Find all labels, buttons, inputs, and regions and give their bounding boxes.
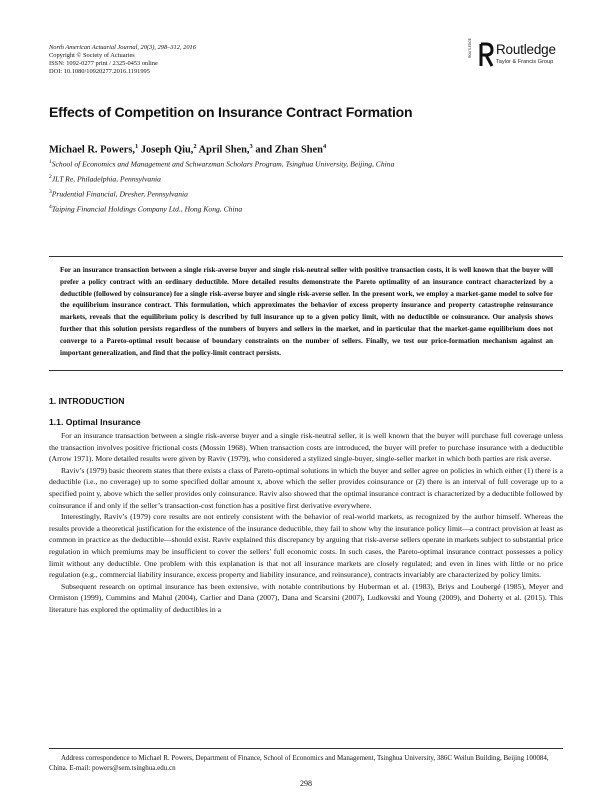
affiliation: $^4$Taiping Financial Holdings Company Ltd., Hong Kong, China (49, 204, 243, 214)
abstract-top-rule (49, 256, 563, 257)
publisher-name: Routledge (496, 42, 556, 57)
copyright-line: Copyright © Society of Actuaries (49, 52, 135, 59)
publisher-logo (468, 38, 572, 68)
affiliation: $^1$School of Economics and Management and Schwarzman Scholars Program, Tsinghua University, Beijing, China (49, 159, 395, 169)
page-number: 298 (300, 779, 312, 788)
affiliation: $^2$JLT Re, Philadelphia, Pennsylvania (49, 174, 161, 184)
body-text (49, 430, 563, 616)
paragraph: Interestingly, Raviv’s (1979) core results are not entirely consistent with the behavior of real-world markets, as recognized by the author himself. Whereas the results provide a theoretical justification for the existence of the insurance deductible, they fail to show why the insurance policy limit—a contract provision at least as common in practice as the deductible—should exist. Raviv explained this discrepancy by arguing that risk-averse sellers operate in markets subject to substantial price regulation in which premiums may be insufficient to cover the sellers’ full economic costs. In such cases, the Pareto-optimal insurance contract possesses a policy limit without any deductible. One problem with this explanation is that not all insurance markets are closely regulated; and even in lines with little or no price regulation (e.g., commercial liability insurance, excess property and liability insurance, and reinsurance), contracts invariably are characterized by policy limits. (49, 512, 563, 580)
author-name: and Zhan Shen (252, 144, 323, 156)
routledge-r-icon (468, 38, 494, 68)
author-sup: 4 (322, 143, 327, 150)
abstract: For an insurance transaction between a single risk-averse buyer and single risk-neutral seller with positive transaction costs, it is well known that the buyer will prefer a policy contract with an ordinary deductible. More detailed results demonstrate the Pareto optimality of an insurance contract characterized by a deductible (followed by coinsurance) for a single risk-averse buyer and single risk-averse seller. In the present work, we employ a market-game model to solve for the equilibrium insurance contract. This formulation, which approximates the behavior of excess property insurance and property catastrophe reinsurance markets, reveals that the equilibrium policy is described by full insurance up to a given policy limit, with no deductible or coinsurance. Our analysis shows further that this solution persists regardless of the numbers of buyers and sellers in the market, and in particular that the market-game equilibrium does not converge to a Pareto-optimal result because of boundary constraints on the number of sellers. Finally, we test our price-formation mechanism against an important generalization, and find that the policy-limit contract persists. (60, 266, 553, 357)
paragraph: Subsequent research on optimal insurance has been extensive, with notable contributions by Huberman et al. (1983), Briys and Loubergé (1985), Meyer and Ormiston (1999), Cummins and Mahul (2004), Carlier and Dana (2007), Dana and Scarsini (2007), Ludkovski and Young (2009), and Doherty et al. (2015). This literature has explored the optimality of deductibles in a (49, 581, 563, 614)
affiliation-list (49, 156, 469, 216)
author-sup: 3 (249, 143, 253, 150)
paragraph: Raviv’s (1979) basic theorem states that there exists a class of Pareto-optimal solutions in which the buyer and seller agree on policies in which either (1) there is a deductible (i.e., no coverage) up to some specified dollar amount x, above which the seller provides coinsurance or (2) there is an interval of full coverage up to a specified point y, above which the seller provides only coinsurance. Raviv also showed that the optimal insurance contract is characterized by a deductible followed by coinsurance if and only if the seller’s transaction-cost function has a positive first derivative everywhere. (49, 465, 563, 510)
journal-citation: North American Actuarial Journal, 20(3), 298–312, 2016 (49, 44, 196, 51)
paper-title: Effects of Competition on Insurance Contract Formation (49, 104, 413, 120)
svg-text:ROUTLEDGE: ROUTLEDGE (468, 38, 472, 58)
abstract-bottom-rule (49, 370, 563, 371)
author-sup: 1 (135, 143, 139, 150)
author-name: April Shen, (196, 144, 250, 156)
doi-line: DOI: 10.1080/10920277.2016.1191995 (49, 68, 150, 75)
author-list (49, 143, 326, 155)
affiliation: $^3$Prudential Financial, Dresher, Pennsylvania (49, 189, 188, 199)
footnote-rule (49, 748, 563, 749)
journal-header (49, 44, 309, 76)
paragraph: For an insurance transaction between a single risk-averse buyer and a single risk-neutral seller, it is well known that the buyer will purchase full coverage unless the transaction involves positive frictional costs (Mossin 1968). When transaction costs are introduced, the buyer will prefer to purchase insurance with a deductible (Arrow 1971). More detailed results were given by Raviv (1979), who considered a stylized single-buyer, single-seller market in which both parties are risk averse. (49, 431, 563, 464)
publisher-group: Taylor & Francis Group (496, 59, 554, 65)
subsection-heading: 1.1. Optimal Insurance (49, 417, 141, 427)
section-heading: 1. INTRODUCTION (49, 396, 125, 406)
author-name: Joseph Qiu, (138, 144, 194, 156)
author-name: Michael R. Powers, (49, 144, 135, 156)
author-sup: 2 (193, 143, 197, 150)
issn-line: ISSN: 1092-0277 print / 2325-0453 online (49, 60, 158, 67)
correspondence-footnote: Address correspondence to Michael R. Powers, Department of Finance, School of Economics and Management, Tsinghua University, 386C Weilun Building, Beijing 100084, China. E-mail: powers@sem.tsinghua.edu.cn (49, 754, 549, 772)
